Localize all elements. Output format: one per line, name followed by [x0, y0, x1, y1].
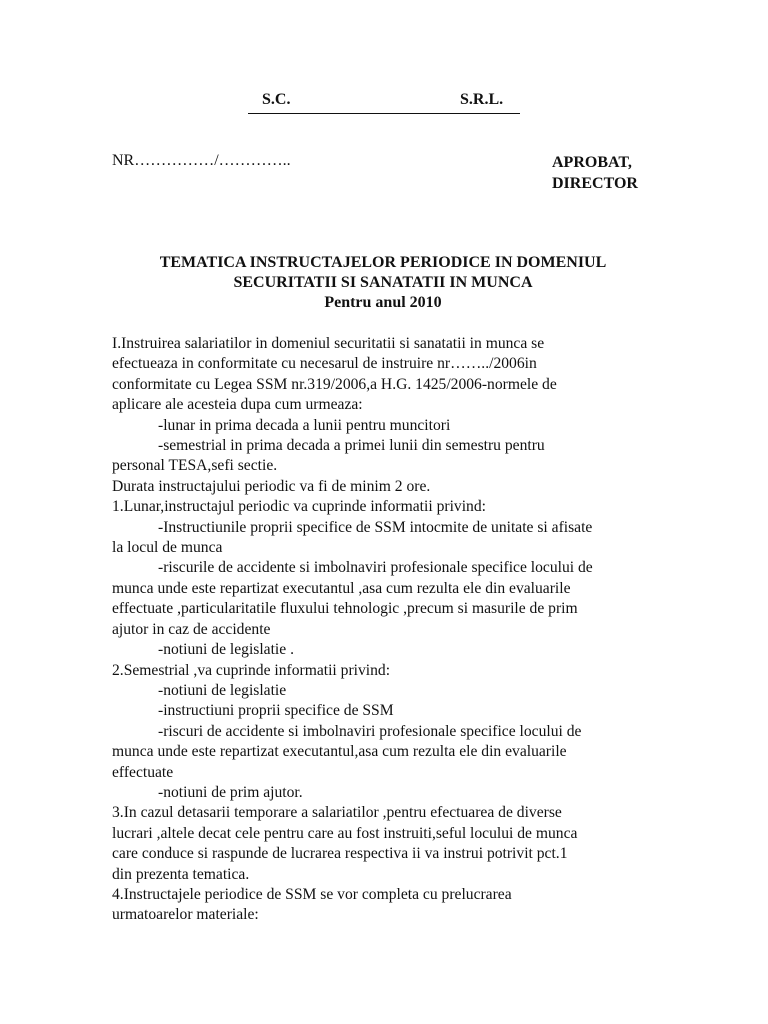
approval-label: APROBAT,: [552, 154, 632, 171]
body-line: I.Instruirea salariatilor in domeniul securitatii si sanatatii in munca se: [112, 335, 545, 352]
body-line: -instructiuni proprii specifice de SSM: [158, 702, 394, 720]
company-name-line: [248, 91, 520, 114]
body-line: -Instructiunile proprii specifice de SSM intocmite de unitate si afisate: [158, 518, 593, 536]
body-line: -notiuni de prim ajutor.: [158, 783, 303, 801]
body-line: effectuate: [112, 763, 174, 781]
body-line: -lunar in prima decada a lunii pentru muncitori: [158, 416, 451, 434]
body-line: lucrari ,altele decat cele pentru care au fost instruiti,seful locului de munca: [112, 824, 578, 842]
body-line: effectuate ,particularitatile fluxului tehnologic ,precum si masurile de prim: [112, 600, 578, 618]
body-line: Durata instructajului periodic va fi de minim 2 ore.: [112, 477, 431, 495]
body-line: munca unde este repartizat executantul ,asa cum rezulta ele din evaluarile: [112, 579, 571, 597]
body-line: la locul de munca: [112, 539, 223, 557]
body-line: personal TESA,sefi sectie.: [112, 457, 278, 475]
body-line: -semestrial in prima decada a primei lunii din semestru pentru: [158, 437, 545, 455]
body-line: munca unde este repartizat executantul,asa cum rezulta ele din evaluarile: [112, 743, 567, 761]
body-line: 4.Instructajele periodice de SSM se vor completa cu prelucrarea: [112, 885, 512, 903]
company-suffix: S.R.L.: [460, 91, 504, 108]
body-line: -riscuri de accidente si imbolnaviri profesionale specifice locului de: [158, 722, 582, 740]
body-line: -riscurile de accidente si imbolnaviri profesionale specifice locului de: [158, 559, 593, 577]
body-line: ajutor in caz de accidente: [112, 620, 271, 638]
body-line: conformitate cu Legea SSM nr.319/2006,a H.G. 1425/2006-normele de: [112, 375, 557, 393]
body-line: urmatoarelor materiale:: [112, 906, 259, 924]
title-line-2: SECURITATII SI SANATATII IN MUNCA: [233, 274, 533, 291]
body-line: efectueaza in conformitate cu necesarul de instruire nr……../2006in: [112, 355, 537, 373]
body-line: -notiuni de legislatie .: [158, 641, 294, 659]
document-title: [80, 253, 686, 313]
body-line: din prezenta tematica.: [112, 865, 250, 883]
body-line: aplicare ale acesteia dupa cum urmeaza:: [112, 396, 363, 414]
title-year: Pentru anul 2010: [324, 294, 442, 311]
body-line: -notiuni de legislatie: [158, 681, 287, 699]
company-prefix: S.C.: [262, 91, 291, 108]
document-body: [112, 334, 672, 926]
body-line: 1.Lunar,instructajul periodic va cuprinde informatii privind:: [112, 498, 486, 516]
body-line: 3.In cazul detasarii temporare a salariatilor ,pentru efectuarea de diverse: [112, 804, 562, 822]
body-line: care conduce si raspunde de lucrarea respectiva ii va instrui potrivit pct.1: [112, 845, 568, 863]
approval-role: DIRECTOR: [552, 175, 638, 192]
registration-number: NR……………/…………..: [112, 152, 291, 169]
body-line: 2.Semestrial ,va cuprinde informatii privind:: [112, 661, 391, 679]
title-line-1: TEMATICA INSTRUCTAJELOR PERIODICE IN DOMENIUL: [159, 254, 607, 271]
approval-block: [552, 152, 638, 194]
